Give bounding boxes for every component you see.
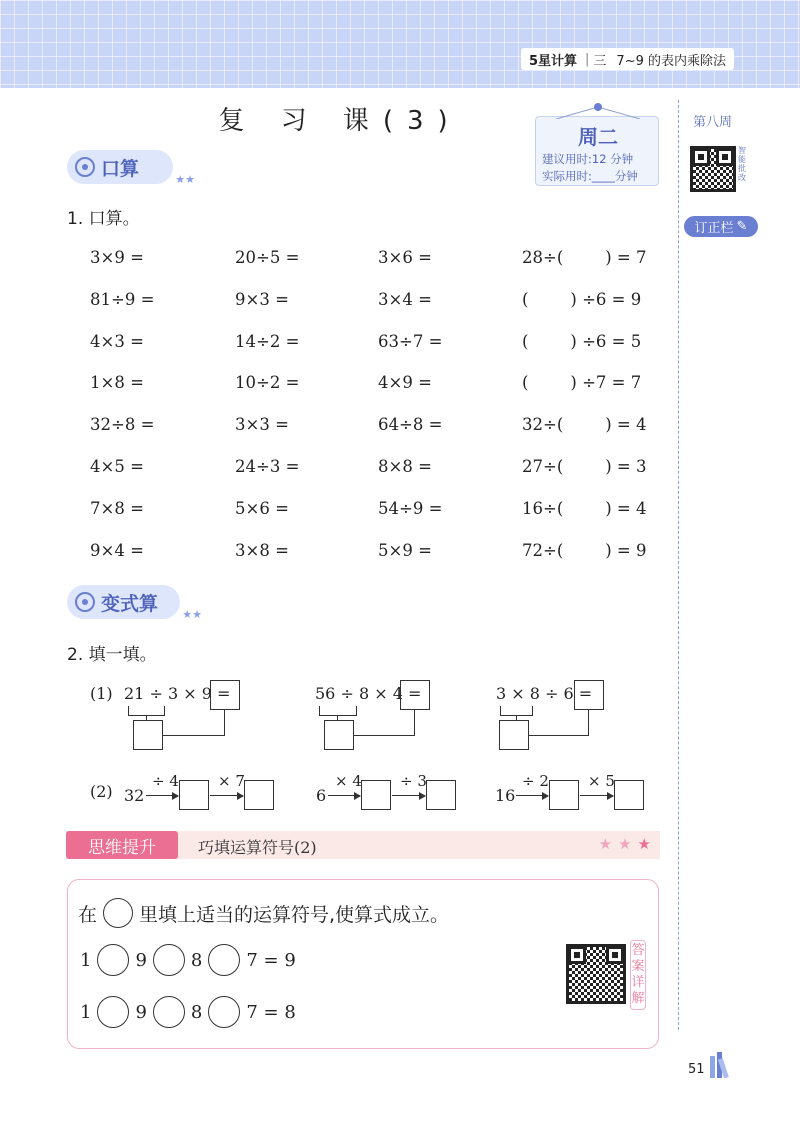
question-1-heading: 1. 口算。 bbox=[67, 209, 140, 229]
step-box[interactable] bbox=[499, 720, 529, 750]
page-number: 51 bbox=[688, 1062, 705, 1077]
problem-cell: 9×3 = bbox=[235, 289, 289, 309]
pin-icon bbox=[594, 103, 602, 111]
thinking-title: 巧填运算符号(2) bbox=[198, 838, 317, 857]
problem-cell: 14÷2 = bbox=[235, 331, 300, 351]
series-tag bbox=[521, 48, 734, 70]
operator-circle[interactable] bbox=[97, 944, 129, 976]
problem-cell: 5×9 = bbox=[378, 540, 432, 560]
day-card bbox=[535, 116, 659, 186]
target-icon bbox=[75, 592, 95, 612]
section-variant-math bbox=[67, 585, 202, 621]
chain-op: × 4 bbox=[335, 772, 362, 790]
problem-cell: 81÷9 = bbox=[90, 289, 155, 309]
problem-cell: 20÷5 = bbox=[235, 248, 300, 267]
operator-circle[interactable] bbox=[153, 944, 185, 976]
number: 7 = 9 bbox=[246, 949, 296, 971]
problem-cell: 4×5 = bbox=[90, 457, 144, 476]
sidebar-divider bbox=[678, 100, 679, 1030]
chain-op: ÷ 4 bbox=[152, 772, 179, 790]
chain-box[interactable] bbox=[244, 780, 274, 810]
part-1-expr-2: 56 ÷ 8 × 4 = bbox=[315, 684, 422, 703]
problem-cell: 4×3 = bbox=[90, 331, 144, 351]
instruction-text: 里填上适当的运算符号,使算式成立。 bbox=[139, 903, 450, 926]
connector-line bbox=[224, 709, 225, 736]
stopwatch-icon bbox=[75, 157, 95, 177]
thinking-tag: 思维提升 bbox=[66, 831, 178, 859]
problem-cell: ( ) ÷6 = 5 bbox=[522, 331, 642, 351]
correction-tag bbox=[684, 216, 758, 237]
chain-start: 6 bbox=[316, 786, 327, 805]
connector-line bbox=[529, 735, 589, 736]
problem-cell: 54÷9 = bbox=[378, 498, 443, 518]
number: 9 bbox=[135, 949, 147, 971]
chain-op: × 7 bbox=[218, 772, 245, 790]
problem-cell: 7×8 = bbox=[90, 498, 144, 518]
chain-start: 32 bbox=[124, 786, 145, 805]
problem-cell: 9×4 = bbox=[90, 540, 144, 560]
problem-cell: 64÷8 = bbox=[378, 415, 443, 435]
difficulty-stars bbox=[599, 835, 657, 853]
books-icon bbox=[708, 1052, 738, 1078]
chain-op: × 5 bbox=[588, 772, 615, 790]
problem-cell: 4×9 = bbox=[378, 373, 432, 393]
section-label: 变式算 bbox=[101, 592, 159, 615]
arrow-icon bbox=[516, 795, 548, 796]
series-name: 5星计算 bbox=[528, 53, 578, 69]
problem-cell: 32÷( ) = 4 bbox=[522, 415, 647, 435]
separator: | bbox=[585, 51, 590, 67]
problem-cell: 3×8 = bbox=[235, 540, 289, 560]
chain-box[interactable] bbox=[549, 780, 579, 810]
problem-cell: 10÷2 = bbox=[235, 373, 300, 393]
arrow-icon bbox=[210, 795, 243, 796]
part-1-label: (1) bbox=[90, 684, 113, 703]
part-1-expr-3: 3 × 8 ÷ 6 = bbox=[496, 684, 593, 703]
week-label: 第八周 bbox=[693, 115, 733, 130]
star-icon: ★ bbox=[598, 835, 619, 853]
equation-2 bbox=[80, 996, 296, 1028]
arrow-icon bbox=[146, 795, 178, 796]
day-name: 周二 bbox=[578, 125, 618, 149]
problem-cell: 3×6 = bbox=[378, 248, 432, 267]
chain-op: ÷ 2 bbox=[522, 772, 549, 790]
chain-box[interactable] bbox=[179, 780, 209, 810]
actual-time: 实际用时:____分钟 bbox=[542, 169, 638, 183]
circle-symbol bbox=[103, 898, 133, 928]
part-1-expr-1: 21 ÷ 3 × 9 = bbox=[124, 684, 231, 703]
problem-cell: 16÷( ) = 4 bbox=[522, 498, 647, 518]
chain-op: ÷ 3 bbox=[400, 772, 427, 790]
chain-box[interactable] bbox=[361, 780, 391, 810]
connector-line bbox=[588, 709, 589, 736]
connector-line bbox=[163, 735, 225, 736]
arrow-icon bbox=[328, 795, 360, 796]
problem-cell: 24÷3 = bbox=[235, 457, 300, 476]
number: 8 bbox=[190, 1001, 203, 1023]
step-box[interactable] bbox=[133, 720, 163, 750]
correction-label: 订正栏 bbox=[694, 221, 734, 236]
problem-cell: 1×8 = bbox=[90, 373, 144, 393]
section-label: 口算 bbox=[101, 157, 140, 180]
answer-box[interactable] bbox=[400, 680, 430, 710]
thinking-instruction bbox=[78, 898, 449, 928]
problem-cell: ( ) ÷6 = 9 bbox=[522, 289, 642, 309]
chain-box[interactable] bbox=[426, 780, 456, 810]
answer-box[interactable] bbox=[574, 680, 604, 710]
answer-qr-label: 答案详解 bbox=[630, 940, 646, 1010]
problem-cell: 72÷( ) = 9 bbox=[522, 540, 647, 560]
problem-cell: 3×3 = bbox=[235, 415, 289, 435]
unit-label: 三 bbox=[593, 53, 607, 69]
instruction-text: 在 bbox=[78, 903, 98, 926]
problem-cell: 28÷( ) = 7 bbox=[522, 248, 647, 267]
operator-circle[interactable] bbox=[208, 944, 240, 976]
header-band bbox=[0, 0, 800, 88]
operator-circle[interactable] bbox=[153, 996, 185, 1028]
pencil-icon: ✎ bbox=[736, 219, 748, 234]
number: 1 bbox=[80, 1001, 92, 1023]
number: 9 bbox=[135, 1001, 147, 1023]
connector-line bbox=[414, 709, 415, 736]
qr-code-icon[interactable] bbox=[690, 146, 736, 192]
answer-qr-code-icon[interactable] bbox=[566, 944, 626, 1004]
problem-cell: ( ) ÷7 = 7 bbox=[522, 373, 642, 393]
connector-line bbox=[354, 735, 415, 736]
chapter-label: 7~9 的表内乘除法 bbox=[616, 53, 726, 69]
star-icon: ★ bbox=[618, 835, 638, 853]
equation-1 bbox=[80, 944, 296, 976]
number: 8 bbox=[190, 949, 203, 971]
problem-cell: 5×6 = bbox=[235, 498, 289, 518]
problem-cell: 3×4 = bbox=[378, 289, 432, 309]
page-title: 复 习 课(3) bbox=[218, 106, 462, 136]
problem-cell: 63÷7 = bbox=[378, 331, 443, 351]
arrow-icon bbox=[392, 795, 425, 796]
problem-cell: 3×9 = bbox=[90, 248, 144, 267]
chain-start: 16 bbox=[495, 786, 516, 805]
problem-cell: 32÷8 = bbox=[90, 415, 155, 435]
arrow-icon bbox=[580, 795, 613, 796]
chain-box[interactable] bbox=[614, 780, 644, 810]
stars-icon: ★★ bbox=[182, 608, 202, 621]
qr-label: 智能批改 bbox=[738, 146, 746, 182]
question-2-heading: 2. 填一填。 bbox=[67, 645, 157, 665]
suggested-time: 建议用时:12 分钟 bbox=[542, 152, 634, 166]
number: 7 = 8 bbox=[246, 1001, 296, 1023]
part-2-label: (2) bbox=[90, 782, 113, 801]
problem-cell: 27÷( ) = 3 bbox=[522, 457, 647, 476]
stars-icon: ★★ bbox=[175, 173, 195, 186]
answer-box[interactable] bbox=[210, 680, 240, 710]
step-box[interactable] bbox=[324, 720, 354, 750]
section-mental-math bbox=[67, 150, 195, 186]
operator-circle[interactable] bbox=[97, 996, 129, 1028]
problem-cell: 8×8 = bbox=[378, 457, 432, 476]
number: 1 bbox=[80, 949, 92, 971]
operator-circle[interactable] bbox=[208, 996, 240, 1028]
star-icon: ★ bbox=[637, 835, 657, 853]
